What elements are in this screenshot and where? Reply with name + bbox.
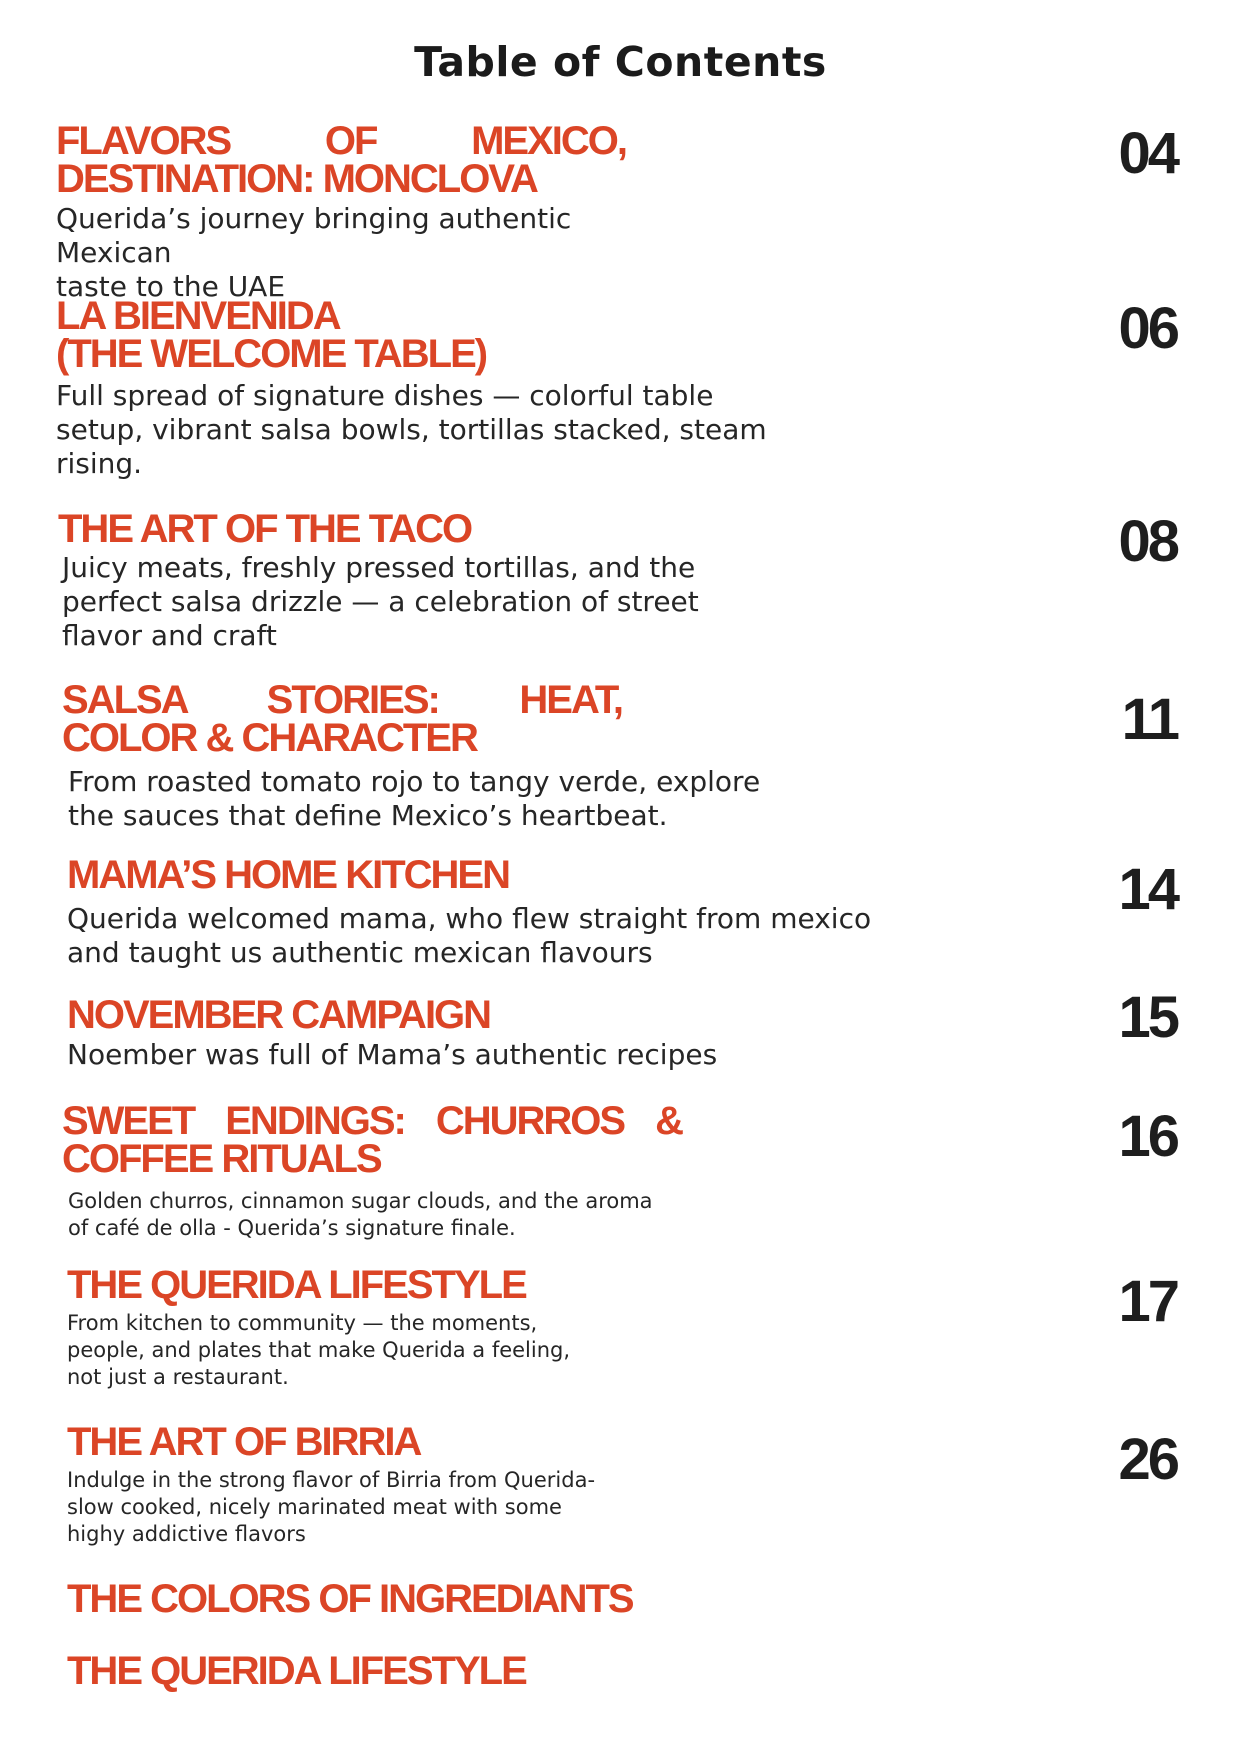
page-number: 26 (1118, 1427, 1177, 1492)
entry-title-line: THE QUERIDA LIFESTYLE (67, 1649, 526, 1693)
entry-title (67, 993, 867, 1037)
entry-title (67, 1263, 767, 1307)
entry-title-line: (THE WELCOME TABLE) (56, 332, 487, 376)
entry-title (67, 1577, 867, 1621)
page-number: 16 (1118, 1104, 1177, 1169)
entry-description: Indulge in the strong flavor of Birria from Querida- slow cooked, nicely marinated meat with some highy addictive flavors (67, 1468, 596, 1546)
entry-description: Querida welcomed mama, who flew straight from mexico and taught us authentic mexican flavours (67, 902, 872, 969)
page-number: 15 (1118, 985, 1177, 1050)
page-number: 11 (1121, 687, 1177, 752)
toc-entry[interactable] (67, 993, 867, 1072)
entry-title (67, 853, 927, 897)
toc-entry[interactable] (67, 1263, 767, 1391)
entry-description: Golden churros, cinnamon sugar clouds, and the aroma of café de olla - Querida’s signature finale. (68, 1189, 653, 1240)
entry-title-line: COFFEE RITUALS (62, 1137, 381, 1181)
entry-title-line: THE QUERIDA LIFESTYLE (67, 1263, 526, 1307)
toc-entry[interactable] (67, 1420, 767, 1548)
entry-title (67, 1649, 867, 1693)
entry-title-line: MAMA’S HOME KITCHEN (67, 853, 509, 897)
toc-entry[interactable] (56, 294, 816, 481)
entry-description: Noember was full of Mama’s authentic recipes (67, 1038, 718, 1071)
entry-title-line: LA BIENVENIDA (56, 294, 340, 338)
toc-entry[interactable] (62, 678, 761, 833)
entry-title (56, 294, 816, 376)
entry-title (58, 507, 778, 551)
entry-title (67, 1420, 767, 1464)
entry-title-line: SWEET ENDINGS: CHURROS & (62, 1099, 682, 1143)
entry-description: From kitchen to community — the moments, people, and plates that make Querida a feeling, not just a restaurant. (67, 1311, 571, 1389)
toc-entry[interactable] (67, 1577, 867, 1621)
entry-title-line: NOVEMBER CAMPAIGN (67, 993, 491, 1037)
entry-title (62, 678, 622, 760)
entry-title-line: THE ART OF BIRRIA (67, 1420, 421, 1464)
toc-entry[interactable] (58, 507, 778, 653)
entry-title (62, 1099, 682, 1181)
toc-entry[interactable] (67, 1649, 867, 1693)
page-number: 17 (1118, 1269, 1177, 1334)
entry-title-line: SALSA STORIES: HEAT, (62, 678, 622, 722)
entry-title-line: DESTINATION: MONCLOVA (56, 157, 537, 201)
entry-description: Querida’s journey bringing authentic Mexican taste to the UAE (56, 202, 572, 303)
toc-entry[interactable] (62, 1099, 682, 1242)
entry-title-line: THE COLORS OF INGREDIANTS (67, 1577, 633, 1621)
page-number: 14 (1118, 857, 1177, 922)
toc-entry[interactable] (56, 119, 626, 304)
entry-title-line: FLAVORS OF MEXICO, (56, 119, 626, 163)
entry-description: From roasted tomato rojo to tangy verde, explore the sauces that define Mexico’s heartbeat. (68, 765, 761, 832)
entry-title-line: THE ART OF THE TACO (58, 507, 472, 551)
entry-description: Full spread of signature dishes — colorful table setup, vibrant salsa bowls, tortillas stacked, steam rising. (56, 379, 767, 480)
page-number: 04 (1118, 121, 1177, 186)
toc-entry[interactable] (67, 853, 927, 970)
entry-title (56, 119, 626, 201)
entry-title-line: COLOR & CHARACTER (62, 716, 477, 760)
page-title: Table of Contents (414, 38, 827, 86)
entry-description: Juicy meats, freshly pressed tortillas, and the perfect salsa drizzle — a celebration of street flavor and craft (62, 551, 699, 652)
page-number: 06 (1118, 296, 1177, 361)
page-number: 08 (1118, 509, 1177, 574)
